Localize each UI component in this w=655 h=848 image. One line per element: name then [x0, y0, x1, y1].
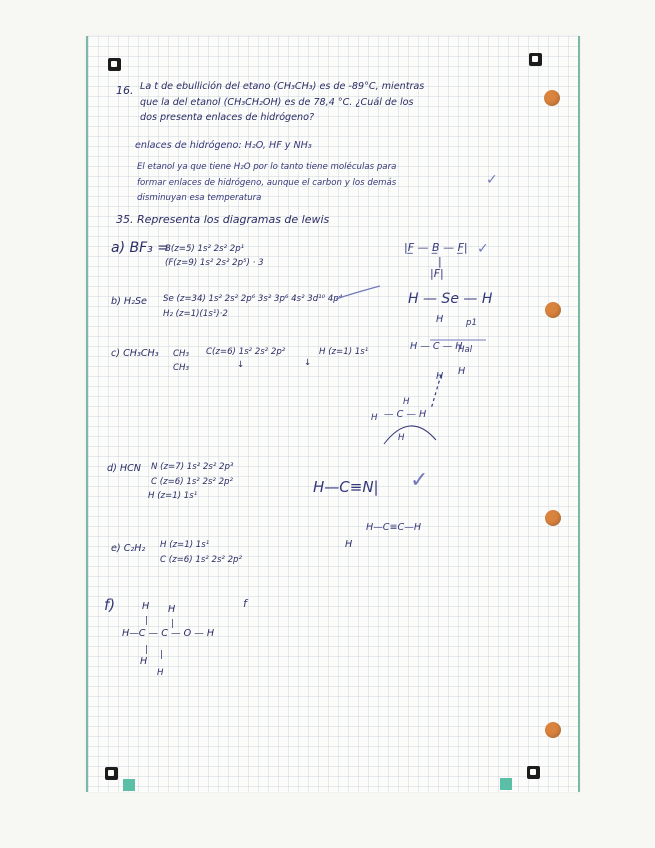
- q35a-lewis-bottom: |F|: [430, 267, 444, 280]
- q35b-strike-mark: [334, 283, 384, 303]
- q16-answer-line-1: El etanol ya que tiene H₂O por lo tanto tiene moléculas para: [137, 162, 397, 172]
- q35b-lewis: H — Se — H: [408, 291, 493, 307]
- q35e-stray-h: H: [345, 539, 353, 550]
- q35c-side-note: Hal: [458, 345, 473, 355]
- binder-hole-1: [544, 90, 560, 106]
- q35c-label: c) CH₃CH₃: [111, 348, 159, 359]
- q35e-c-config: C (z=6) 1s² 2s² 2p²: [160, 555, 242, 565]
- q16-line-1: La t de ebullición del etano (CH₃CH₃) es de -89°C, mientras: [140, 81, 425, 92]
- q35f-bottom-bond-2: |: [160, 650, 163, 660]
- q35c-curve-mark: [380, 400, 440, 450]
- q16-enlaces-note: enlaces de hidrógeno: H₂O, HF y NH₃: [135, 140, 312, 151]
- q35a-check-mark: ✓: [477, 241, 489, 257]
- q35a-f-config: (F(z=9) 1s² 2s² 2p⁵) · 3: [165, 258, 264, 268]
- green-marker-right: [500, 778, 512, 790]
- q16-check-mark: ✓: [486, 172, 498, 188]
- q35e-label: e) C₂H₂: [111, 543, 146, 554]
- q35d-c-config: C (z=6) 1s² 2s² 2p²: [151, 477, 233, 487]
- q35c-lewis-top-h: H: [436, 314, 444, 325]
- q35b-h-config: H₂ (z=1)(1s¹)·2: [163, 309, 228, 319]
- q16-line-3: dos presenta enlaces de hidrógeno?: [140, 112, 315, 123]
- binder-hole-2: [545, 302, 561, 318]
- q35c-lewis-bottom-h: H: [436, 371, 444, 382]
- q16-line-2: que la del etanol (CH₃CH₂OH) es de 78,4 °C. ¿Cuál de los: [140, 97, 414, 108]
- q35d-label: d) HCN: [107, 463, 141, 474]
- q35c-arrow-2: ↓: [304, 358, 312, 368]
- q35c-side-h: H: [458, 366, 466, 377]
- q35f-row: H—C — C — O — H: [122, 628, 215, 639]
- q35c-lewis2-bottom-h: H: [398, 433, 405, 443]
- q35f-note: f: [243, 597, 247, 610]
- q35c-pi-note: p1: [466, 318, 477, 328]
- q35f-bottom-h-2: H: [157, 668, 164, 678]
- q35c-lewis2-row: — C — H: [384, 409, 427, 420]
- q16-answer-line-3: disminuyan esa temperatura: [137, 193, 262, 203]
- q35d-check-mark: ✓: [410, 468, 429, 493]
- q35c-rule-mark: [428, 334, 488, 346]
- q35a-label: a) BF₃ =: [111, 240, 169, 256]
- q35c-lewis2-left-h: H: [371, 413, 378, 423]
- q35f-top-h-1: H: [142, 601, 150, 612]
- q35a-b-config: B(z=5) 1s² 2s² 2p¹: [165, 244, 245, 254]
- corner-mark-top-left: [108, 58, 121, 71]
- corner-mark-top-right: [529, 53, 542, 66]
- q35c-c-config: C(z=6) 1s² 2s² 2p²: [206, 347, 286, 357]
- q35c-lewis2-top-h: H: [403, 397, 410, 407]
- binder-hole-3: [545, 510, 561, 526]
- q35d-n-config: N (z=7) 1s² 2s² 2p³: [151, 462, 234, 472]
- q35b-se-config: Se (z=34) 1s² 2s² 2p⁶ 3s² 3p⁶ 4s² 3d¹⁰ 4p⁴: [163, 294, 343, 304]
- q35-title: 35. Representa los diagramas de lewis: [116, 213, 330, 226]
- q35a-lewis-bond: |: [438, 255, 442, 268]
- green-marker-left: [123, 779, 135, 791]
- q35c-ch3-top: CH₃: [173, 349, 189, 359]
- q35c-ch3-bottom: CH₃: [173, 363, 189, 373]
- q35e-h-config: H (z=1) 1s¹: [160, 540, 210, 550]
- q35f-bottom-h-1: H: [140, 656, 148, 667]
- q16-answer-line-2: formar enlaces de hidrógeno, aunque el carbon y los demás: [137, 178, 397, 188]
- corner-mark-bottom-left: [105, 767, 118, 780]
- q35f-top-bond-2: |: [171, 619, 174, 629]
- q35f-bottom-bond-1: |: [145, 645, 148, 655]
- q35f-top-bond-1: |: [145, 616, 148, 626]
- q35f-top-h-2: H: [168, 604, 176, 615]
- binder-hole-4: [545, 722, 561, 738]
- q35c-arrow-1: ↓: [237, 360, 245, 370]
- q35e-lewis: H—C≡C—H: [366, 522, 422, 533]
- q35f-label: f): [104, 596, 116, 614]
- q35a-lewis-top: |F̲ — B̲ — F̲|: [404, 241, 468, 254]
- q35d-lewis: H—C≡N|: [313, 478, 379, 496]
- q16-number: 16.: [116, 84, 134, 97]
- q35b-label: b) H₂Se: [111, 296, 147, 307]
- q35d-h-config: H (z=1) 1s¹: [148, 491, 198, 501]
- corner-mark-bottom-right: [527, 766, 540, 779]
- q35c-lewis-row: H — C — H: [410, 341, 463, 352]
- q35c-h-config: H (z=1) 1s¹: [319, 347, 369, 357]
